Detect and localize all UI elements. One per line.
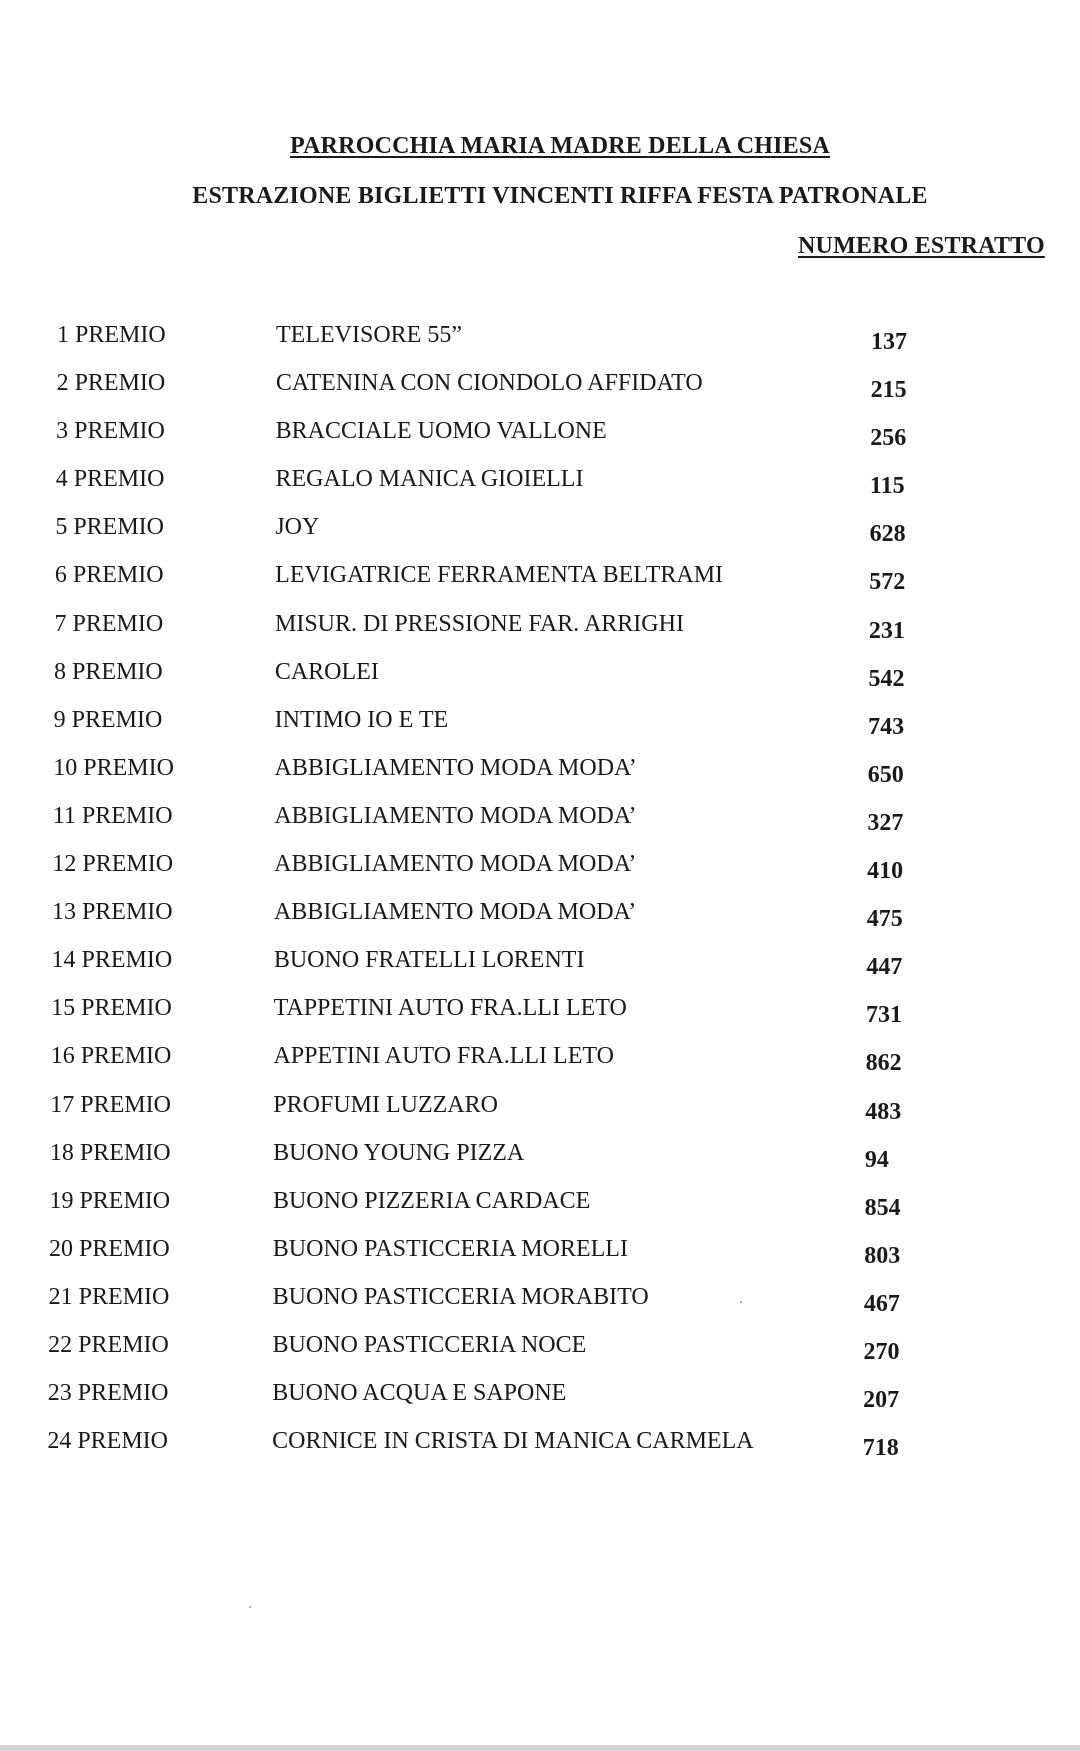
prize-row — [0, 1188, 1080, 1236]
prize-rank: 13 PREMIO — [51, 899, 173, 926]
prize-winning-number: 256 — [870, 425, 907, 452]
prize-row — [0, 851, 1080, 899]
prize-row — [0, 1332, 1080, 1380]
prize-winning-number: 467 — [863, 1290, 900, 1317]
prize-description: LEVIGATRICE FERRAMENTA BELTRAMI — [275, 562, 724, 589]
prize-description: BUONO PASTICCERIA MORELLI — [272, 1235, 628, 1262]
prize-winning-number: 137 — [871, 329, 907, 355]
scan-speck — [249, 1606, 251, 1608]
prize-row — [0, 418, 1080, 466]
number-column-header: NUMERO ESTRATTO — [798, 233, 1045, 259]
prize-rank: 21 PREMIO — [48, 1283, 170, 1310]
prize-row — [0, 1236, 1080, 1284]
prize-row — [0, 322, 1080, 370]
prize-description: ABBIGLIAMENTO MODA MODA’ — [273, 899, 637, 926]
prize-row — [0, 755, 1080, 803]
prize-winning-number: 94 — [864, 1146, 889, 1173]
prize-rank: 4 PREMIO — [55, 466, 165, 493]
prize-row — [0, 1428, 1080, 1476]
prize-list — [0, 322, 1080, 1476]
prize-description: BUONO ACQUA E SAPONE — [272, 1380, 567, 1407]
prize-rank: 7 PREMIO — [54, 610, 164, 637]
prize-description: ABBIGLIAMENTO MODA MODA’ — [274, 802, 637, 829]
prize-row — [0, 611, 1080, 659]
prize-rank: 9 PREMIO — [53, 706, 163, 733]
prize-winning-number: 483 — [865, 1098, 902, 1125]
prize-rank: 16 PREMIO — [50, 1043, 172, 1070]
prize-description: ABBIGLIAMENTO MODA MODA’ — [274, 851, 637, 878]
prize-winning-number: 854 — [864, 1194, 901, 1221]
prize-winning-number: 447 — [866, 954, 903, 981]
prize-rank: 24 PREMIO — [47, 1428, 169, 1455]
prize-description: TAPPETINI AUTO FRA.LLI LETO — [273, 995, 627, 1022]
prize-row — [0, 803, 1080, 851]
prize-description: BUONO YOUNG PIZZA — [273, 1139, 525, 1166]
prize-description: APPETINI AUTO FRA.LLI LETO — [273, 1043, 614, 1070]
prize-rank: 8 PREMIO — [54, 658, 163, 685]
prize-winning-number: 628 — [869, 521, 906, 548]
prize-description: PROFUMI LUZZARO — [273, 1091, 498, 1118]
prize-winning-number: 572 — [869, 569, 906, 596]
prize-winning-number: 862 — [865, 1050, 902, 1077]
prize-rank: 23 PREMIO — [47, 1380, 169, 1407]
prize-winning-number: 803 — [864, 1242, 901, 1269]
prize-description: BRACCIALE UOMO VALLONE — [275, 418, 607, 445]
prize-description: BUONO PASTICCERIA MORABITO — [272, 1283, 649, 1310]
prize-rank: 15 PREMIO — [51, 995, 172, 1022]
prize-winning-number: 270 — [863, 1338, 900, 1365]
prize-winning-number: 743 — [868, 713, 905, 740]
prize-row — [0, 1043, 1080, 1091]
prize-row — [0, 995, 1080, 1043]
prize-description: BUONO FRATELLI LORENTI — [273, 947, 585, 974]
prize-rank: 5 PREMIO — [55, 514, 164, 541]
prize-row — [0, 370, 1080, 418]
prize-description: REGALO MANICA GIOIELLI — [275, 466, 584, 493]
prize-row — [0, 466, 1080, 514]
prize-winning-number: 650 — [867, 761, 904, 788]
prize-rank: 22 PREMIO — [48, 1331, 169, 1358]
prize-description: TELEVISORE 55” — [276, 322, 462, 348]
prize-rank: 18 PREMIO — [49, 1139, 171, 1166]
prize-description: CATENINA CON CIONDOLO AFFIDATO — [275, 370, 703, 397]
prize-rank: 17 PREMIO — [50, 1091, 171, 1118]
prize-row — [0, 1380, 1080, 1428]
prize-winning-number: 731 — [866, 1002, 902, 1029]
document-subtitle: ESTRAZIONE BIGLIETTI VINCENTI RIFFA FESTA PATRONALE — [192, 183, 928, 209]
prize-winning-number: 327 — [867, 809, 904, 836]
prize-winning-number: 718 — [862, 1435, 899, 1462]
prize-rank: 3 PREMIO — [56, 418, 165, 445]
prize-row — [0, 707, 1080, 755]
prize-row — [0, 514, 1080, 562]
prize-rank: 20 PREMIO — [49, 1235, 170, 1262]
prize-row — [0, 1284, 1080, 1332]
prize-winning-number: 231 — [868, 617, 905, 644]
prize-row — [0, 562, 1080, 610]
prize-description: MISUR. DI PRESSIONE FAR. ARRIGHI — [274, 610, 684, 637]
prize-rank: 2 PREMIO — [56, 370, 166, 397]
scan-speck — [740, 1301, 742, 1303]
prize-rank: 11 PREMIO — [52, 802, 173, 829]
prize-description: CAROLEI — [274, 658, 379, 685]
prize-winning-number: 410 — [867, 858, 904, 885]
prize-row — [0, 947, 1080, 995]
prize-row — [0, 1092, 1080, 1140]
prize-description: CORNICE IN CRISTA DI MANICA CARMELA — [272, 1428, 754, 1455]
prize-rank: 10 PREMIO — [53, 754, 174, 781]
prize-description: ABBIGLIAMENTO MODA MODA’ — [274, 754, 637, 781]
prize-winning-number: 115 — [869, 473, 905, 500]
prize-winning-number: 215 — [870, 377, 907, 404]
prize-winning-number: 475 — [866, 906, 903, 933]
prize-row — [0, 899, 1080, 947]
prize-description: BUONO PASTICCERIA NOCE — [272, 1331, 587, 1358]
prize-row — [0, 659, 1080, 707]
prize-rank: 19 PREMIO — [49, 1187, 171, 1214]
prize-description: BUONO PIZZERIA CARDACE — [272, 1187, 591, 1214]
prize-rank: 1 PREMIO — [57, 322, 166, 348]
prize-rank: 6 PREMIO — [54, 562, 164, 589]
prize-description: JOY — [275, 514, 320, 541]
prize-winning-number: 207 — [863, 1387, 900, 1414]
prize-description: INTIMO IO E TE — [274, 706, 449, 733]
prize-rank: 14 PREMIO — [51, 947, 173, 974]
page-bottom-edge — [0, 1745, 1080, 1751]
prize-row — [0, 1140, 1080, 1188]
prize-winning-number: 542 — [868, 665, 905, 692]
document-title: PARROCCHIA MARIA MADRE DELLA CHIESA — [290, 133, 830, 159]
prize-rank: 12 PREMIO — [52, 851, 174, 878]
